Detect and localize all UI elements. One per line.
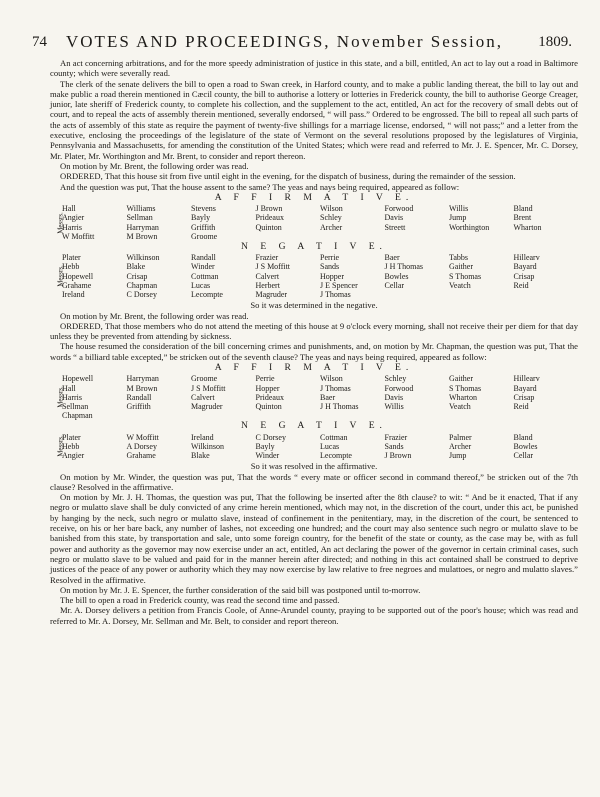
member-name: Bayly (255, 441, 275, 451)
member-name: Chapman (62, 411, 93, 421)
member-name: Wilkinson (126, 253, 160, 263)
member-name: M Brown (126, 383, 158, 393)
member-name: Sands (384, 441, 404, 451)
paragraph: So it was determined in the negative. (250, 300, 378, 311)
member-name: Lucas (191, 280, 211, 290)
aff-heading: A F F I R M A T I V E. (214, 191, 414, 203)
member-name: Hillearv (513, 374, 540, 384)
member-name: Hopewell (62, 271, 94, 281)
member-name: Sands (320, 262, 340, 272)
member-name: Wilson (320, 374, 343, 384)
name-column (256, 204, 321, 241)
member-name: Hebb (62, 441, 80, 451)
member-name: W Moffitt (126, 432, 159, 442)
member-name: M Brown (126, 231, 158, 241)
page-header (32, 32, 572, 54)
member-name: Streett (384, 222, 406, 232)
name-column (62, 433, 127, 461)
member-name: Hall (62, 204, 76, 214)
name-column (127, 433, 192, 461)
name-column (62, 204, 127, 241)
member-name: Cellar (384, 280, 405, 290)
member-name: Jump (449, 213, 467, 223)
member-name: Wharton (513, 222, 542, 232)
name-column (191, 374, 256, 420)
name-column (256, 433, 321, 461)
name-column (320, 253, 385, 299)
member-name: Reid (513, 280, 529, 290)
member-name: Cellar (513, 451, 534, 461)
name-column (449, 374, 514, 420)
name-column (449, 253, 514, 299)
name-column (514, 253, 579, 299)
paragraph: On motion by Mr. J. H. Thomas, the question was put, That the following be inserted after the 8th clause? to wit: “ And be it enacted, That if any negro or mulatto slave shall be duly convicted of any crime herein mentioned, which may not, in the discretion of the court, under this act, be punished by hanging by the neck, such negro or mulatto slave, instead of confinement in the penitentiary, may, in the discretion of the court, be sentenced to receive, on his or her bare back, any number of lashes, not exceeding one hundred; and the court may also sentence such negro or mulatto slave to be banished from this state, by transportation and sale, unto some foreign country, for the benefit of the state or county, as the case may be, with as full power and authority as the governor may now exercise under an act, entitled, An act declaring the power of the governor in certain criminal cases, such negro or mulatto slave to be valued and paid for in the manner herein after directed; and nothing in this act contained shall be construed to deprive justices of the peace of any power or authority which they may now exercise by law relative to free negroes and mulattoes, or negro and mulatto slaves.” Resolved in the affirmative. (50, 492, 578, 585)
member-name: Harryman (126, 374, 159, 384)
member-name: Lucas (320, 441, 340, 451)
member-name: Cottman (320, 432, 348, 442)
member-name: Frazier (255, 253, 279, 263)
member-name: Bowles (513, 441, 538, 451)
member-name: Willis (384, 401, 404, 411)
paragraph: ORDERED, That those members who do not attend the meeting of this house at 9 o'clock every morning, shall not receive their per diem for that day unless they be prevented from attending by sickness. (50, 320, 578, 342)
member-name: J Brown (384, 451, 412, 461)
member-name: Prideaux (255, 392, 284, 402)
messrs-label: Messrs. (56, 386, 65, 409)
name-column (62, 253, 127, 299)
paragraph: On motion by Mr. J. E. Spencer, the further consideration of the said bill was postponed until to-morrow. (60, 584, 421, 595)
member-name: Randall (191, 253, 216, 263)
name-column (256, 374, 321, 420)
member-name: Cottman (191, 271, 219, 281)
member-name: J Thomas (320, 383, 351, 393)
member-name: Angier (62, 213, 85, 223)
member-name: Magruder (255, 290, 288, 300)
member-name: Davis (384, 213, 404, 223)
member-name: Grahame (62, 280, 92, 290)
member-name: Forwood (384, 204, 414, 214)
name-column (320, 433, 385, 461)
paragraph: On motion by Mr. Brent, the following order was read. (60, 160, 249, 171)
member-name: W Moffitt (62, 231, 95, 241)
member-name: C Dorsey (126, 290, 157, 300)
member-name: Willis (449, 204, 469, 214)
name-column (385, 253, 450, 299)
name-column (320, 204, 385, 241)
member-name: Chapman (126, 280, 158, 290)
member-name: J Thomas (320, 290, 351, 300)
name-column (191, 204, 256, 241)
member-name: J S Moffitt (191, 383, 226, 393)
member-name: Davis (384, 392, 404, 402)
member-name: Wilkinson (191, 441, 225, 451)
member-name: Brent (513, 213, 532, 223)
name-column (256, 253, 321, 299)
paragraph: An act concerning arbitrations, and for the more speedy administration of justice in this state, and a bill, entitled, An act to lay out a road in Baltimore county; which were severally read. (50, 58, 578, 79)
member-name: Crisap (126, 271, 148, 281)
member-name: C Dorsey (255, 432, 286, 442)
name-column (385, 374, 450, 420)
member-name: Ireland (62, 290, 85, 300)
name-column (127, 204, 192, 241)
member-name: Veatch (449, 401, 471, 411)
neg-heading: N E G A T I V E. (241, 420, 387, 432)
name-column (127, 253, 192, 299)
member-name: Perrie (255, 374, 275, 384)
paragraph: The house resumed the consideration of the bill concerning crimes and punishments, and, on motion by Mr. Chapman, the question was put, That the words “ a billiard table excepted,” be stricken out of the seventh clause? The yeas and nays being required, appeared as follow: (50, 341, 578, 362)
paragraph: Mr. A. Dorsey delivers a petition from Francis Coole, of Anne-Arundel county, praying to be supported out of the poor's house; which was read and referred to Mr. A. Dorsey, Mr. Sellman and Mr. Belt, to consider and report thereon. (50, 605, 578, 626)
name-column (191, 433, 256, 461)
member-name: Calvert (255, 271, 280, 281)
messrs-label: Messrs. (56, 211, 65, 234)
page-number: 74 (32, 34, 47, 50)
name-column (191, 253, 256, 299)
document-body (50, 58, 578, 626)
negative-list (50, 433, 578, 461)
member-name: Veatch (449, 280, 471, 290)
paragraph: On motion by Mr. Winder, the question was put, That the words “ every mate or officer second in command thereof,” be stricken out of the 7th clause? Resolved in the affirmative. (50, 471, 578, 492)
member-name: Hall (62, 383, 76, 393)
member-name: Quinton (255, 401, 282, 411)
member-name: Crisap (513, 392, 535, 402)
member-name: Frazier (384, 432, 408, 442)
member-name: A Dorsey (126, 441, 157, 451)
member-name: J E Spencer (320, 280, 358, 290)
member-name: Wilson (320, 204, 343, 214)
member-name: S Thomas (449, 271, 482, 281)
member-name: Harris (62, 222, 82, 232)
name-column (62, 374, 127, 420)
member-name: J Brown (255, 204, 283, 214)
member-name: Schley (384, 374, 407, 384)
affirmative-list (50, 204, 578, 241)
member-name: S Thomas (449, 383, 482, 393)
member-name: Plater (62, 432, 81, 442)
member-name: Bayard (513, 383, 537, 393)
messrs-label: Messrs. (56, 435, 65, 458)
member-name: Angier (62, 451, 85, 461)
member-name: Ireland (191, 432, 214, 442)
member-name: Harryman (126, 222, 159, 232)
member-name: Hebb (62, 262, 80, 272)
name-column (385, 433, 450, 461)
member-name: Wharton (449, 392, 477, 402)
name-column (320, 374, 385, 420)
member-name: Bayly (191, 213, 211, 223)
affirmative-list (50, 374, 578, 420)
member-name: Magruder (191, 401, 223, 411)
member-name: Lecompte (320, 451, 352, 461)
member-name: Forwood (384, 383, 414, 393)
member-name: J H Thomas (384, 262, 424, 272)
member-name: Crisap (513, 271, 535, 281)
member-name: Sellman (62, 401, 89, 411)
paragraph: The clerk of the senate delivers the bill to open a road to Swan creek, in Harford county, and to make a public landing thereat, the bill to lay out and make public a road therein mentioned in Cæcil county, the bill to authorise a lottery or lotteries in Frederick county, the bill to authorise George Creager, junior, late sheriff of Frederick county, to complete his collection, and the supplement to the act, entitled, An act for the recovery of small debts out of court, and to repeal the acts of assembly therein mentioned, severally endorsed, “ will pass.” Ordered to be engrossed. The bill to repeal all such parts of the acts of assembly of this state as require the payment of twenty-five shillings for a marriage license, endorsed, “ will not pass;” and a letter from the executive, enclosing the proceedings of the legislature of the state of Vermont on the several resolutions proposed by the legislatures of Virginia, Pennsylvania and Massachusetts, for amending the constitution of the United States; which were read and referred to Mr. J. E. Spencer, Mr. C. Dorsey, Mr. Plater, Mr. Worthington and Mr. Brent, to consider and report thereon. (50, 78, 578, 161)
name-column (514, 204, 579, 241)
negative-list (50, 253, 578, 299)
member-name: Winder (255, 451, 280, 461)
name-column (514, 374, 579, 420)
member-name: Griffith (126, 401, 151, 411)
member-name: Herbert (255, 280, 280, 290)
member-name: Reid (513, 401, 529, 411)
member-name: Lecompte (191, 290, 223, 300)
member-name: Blake (191, 451, 210, 461)
aff-heading: A F F I R M A T I V E. (214, 362, 414, 374)
name-column (449, 204, 514, 241)
member-name: Archer (449, 441, 472, 451)
member-name: Tabbs (449, 253, 468, 263)
member-name: Prideaux (255, 213, 284, 223)
paragraph: The bill to open a road in Frederick county, was read the second time and passed. (60, 595, 340, 606)
member-name: Groome (191, 231, 218, 241)
member-name: J S Moffitt (255, 262, 291, 272)
member-name: Harris (62, 392, 82, 402)
member-name: Gaither (449, 374, 473, 384)
member-name: Winder (191, 262, 215, 272)
member-name: Bayard (513, 262, 537, 272)
paragraph: On motion by Mr. Brent, the following order was read. (60, 310, 249, 321)
member-name: Quinton (255, 222, 282, 232)
member-name: Randall (126, 392, 152, 402)
neg-heading: N E G A T I V E. (241, 240, 387, 252)
member-name: J H Thomas (320, 401, 359, 411)
member-name: Hopper (320, 271, 344, 281)
member-name: Schley (320, 213, 342, 223)
name-column (449, 433, 514, 461)
paragraph: ORDERED, That this house sit from five until eight in the evening, for the dispatch of business, during the remainder of the session. (60, 171, 516, 182)
member-name: Perrie (320, 253, 340, 263)
header-year: 1809. (538, 34, 572, 50)
member-name: Bowles (384, 271, 409, 281)
messrs-label: Messrs. (56, 265, 65, 288)
member-name: Plater (62, 253, 81, 263)
name-column (385, 204, 450, 241)
member-name: Worthington (449, 222, 490, 232)
member-name: Gaither (449, 262, 473, 272)
member-name: Groome (191, 374, 218, 384)
member-name: Blake (126, 262, 146, 272)
member-name: Calvert (191, 392, 215, 402)
running-title: VOTES AND PROCEEDINGS, November Session, (66, 32, 503, 51)
member-name: Sellman (126, 213, 153, 223)
member-name: Grahame (126, 451, 156, 461)
member-name: Hillearv (513, 253, 540, 263)
member-name: Hopewell (62, 374, 94, 384)
name-column (514, 433, 579, 461)
member-name: Baer (320, 392, 336, 402)
name-column (127, 374, 192, 420)
member-name: Archer (320, 222, 343, 232)
member-name: Bland (513, 432, 533, 442)
member-name: Griffith (191, 222, 216, 232)
paragraph: And the question was put, That the house assent to the same? The yeas and nays being required, appeared as follow: (60, 181, 460, 192)
member-name: Bland (513, 204, 533, 214)
member-name: Baer (384, 253, 400, 263)
paragraph: So it was resolved in the affirmative. (250, 461, 378, 472)
member-name: Jump (449, 451, 467, 461)
member-name: Stevens (191, 204, 216, 214)
member-name: Hopper (255, 383, 280, 393)
member-name: Williams (126, 204, 156, 214)
member-name: Palmer (449, 432, 472, 442)
